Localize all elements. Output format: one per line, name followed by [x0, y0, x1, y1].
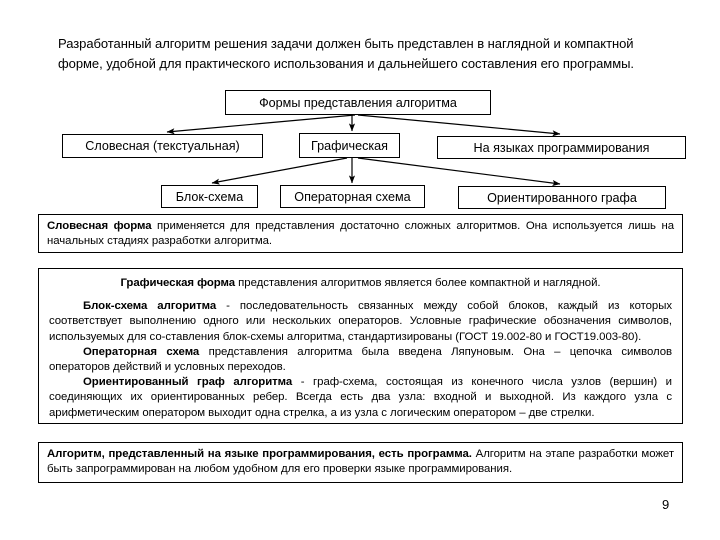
panel-graphic-operator-text [49, 345, 672, 375]
panel-graphic-flowchart-lead: Блок-схема алгоритма [83, 300, 217, 313]
intro-paragraph: Разработанный алгоритм решения задачи должен быть представлен в наглядной и компактной форме, удобной для практического использования и дальнейшего составления его программы. [58, 36, 634, 71]
panel-verbal-text [47, 219, 674, 249]
panel-program-form [38, 442, 683, 483]
panel-verbal-rest: применяется для представления достаточно сложных алгоритмов. Она используется лишь на начальных стадиях разработки алгоритма. [47, 220, 674, 248]
panel-program-rest: Алгоритм на этапе разработки может быть запрограммирован на любом удобном для его проверки языке программирования. [47, 448, 674, 476]
panel-program-text [47, 447, 674, 477]
page-number: 9 [662, 497, 670, 512]
diagram-box-root[interactable]: Формы представления алгоритма [225, 90, 491, 115]
diagram-box-operator-scheme[interactable]: Операторная схема [280, 185, 425, 208]
panel-graphic-operator-lead: Операторная схема [83, 345, 200, 358]
panel-graphic-heading-rest: представления алгоритмов является более компактной и наглядной. [235, 277, 601, 289]
panel-graphic-spacer [49, 291, 672, 299]
diagram-box-graphic[interactable]: Графическая [299, 133, 400, 158]
diagram-box-flowchart[interactable]: Блок-схема [161, 185, 258, 208]
diagram-box-verbal[interactable]: Словесная (текстуальная) [62, 134, 263, 158]
panel-graphic-digraph-lead: Ориентированный граф алгоритма [83, 376, 293, 389]
panel-graphic-operator-rest: представления алгоритма была введена Ляпуновым. Она – цепочка символов операторов действий и условных переходов. [49, 345, 672, 374]
panel-graphic-heading-lead: Графическая форма [120, 277, 236, 289]
panel-verbal-form [38, 214, 683, 253]
panel-graphic-digraph-text [49, 375, 672, 421]
diagram-box-languages[interactable]: На языках программирования [437, 136, 686, 159]
panel-graphic-flowchart-text [49, 299, 672, 345]
panel-graphic-flowchart-rest: - последовательность связанных между собой блоков, каждый из которых соответствует выполнению одного или нескольких операторов. Условные графические обозначения символов, используемых для со-ставления блок-схемы алгоритма, стандартизированы (ГОСТ 19.002-80 и ГОСТ19.003-80). [49, 300, 672, 343]
panel-graphic-digraph-rest: - граф-схема, состоящая из конечного числа узлов (вершин) и соединяющих их ориентированных ребер. Всегда есть два узла: входной и выходной. Из каждого узла с арифметическим оператором выходит одна стрелка, а из узла с логическим оператором – две стрелки. [49, 376, 672, 419]
panel-graphic-heading [49, 276, 672, 291]
diagram-box-digraph[interactable]: Ориентированного графа [458, 186, 666, 209]
panel-program-lead: Алгоритм, представленный на языке программирования, есть программа. [47, 448, 472, 460]
panel-graphic-form [38, 268, 683, 424]
panel-verbal-lead: Словесная форма [47, 220, 152, 232]
